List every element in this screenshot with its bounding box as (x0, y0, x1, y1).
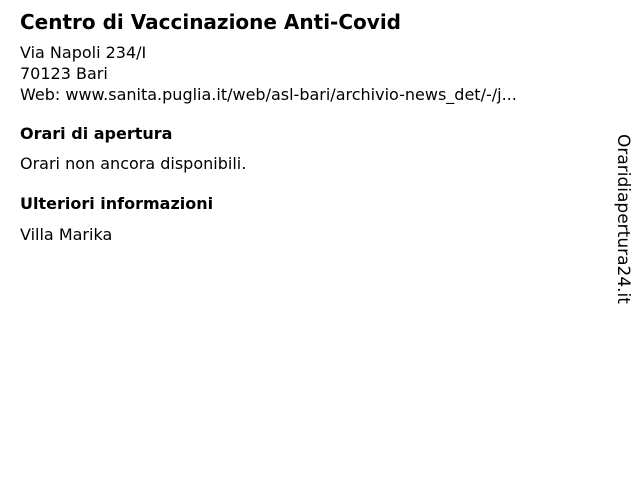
opening-hours-heading: Orari di apertura (20, 124, 173, 143)
website-link[interactable]: www.sanita.puglia.it/web/asl-bari/archivio-news_det/-/j... (65, 85, 517, 104)
site-brand-vertical: Oraridiapertura24.it (613, 134, 633, 304)
further-info-heading: Ulteriori informazioni (20, 194, 214, 213)
place-title: Centro di Vaccinazione Anti-Covid (20, 10, 401, 34)
website-row (20, 84, 517, 105)
address-block (20, 42, 517, 105)
city-postal-code: 70123 Bari (20, 64, 108, 83)
website-label: Web: (20, 85, 61, 104)
further-info-text: Villa Marika (20, 225, 113, 244)
street-address: Via Napoli 234/I (20, 43, 147, 62)
opening-hours-text: Orari non ancora disponibili. (20, 154, 247, 173)
